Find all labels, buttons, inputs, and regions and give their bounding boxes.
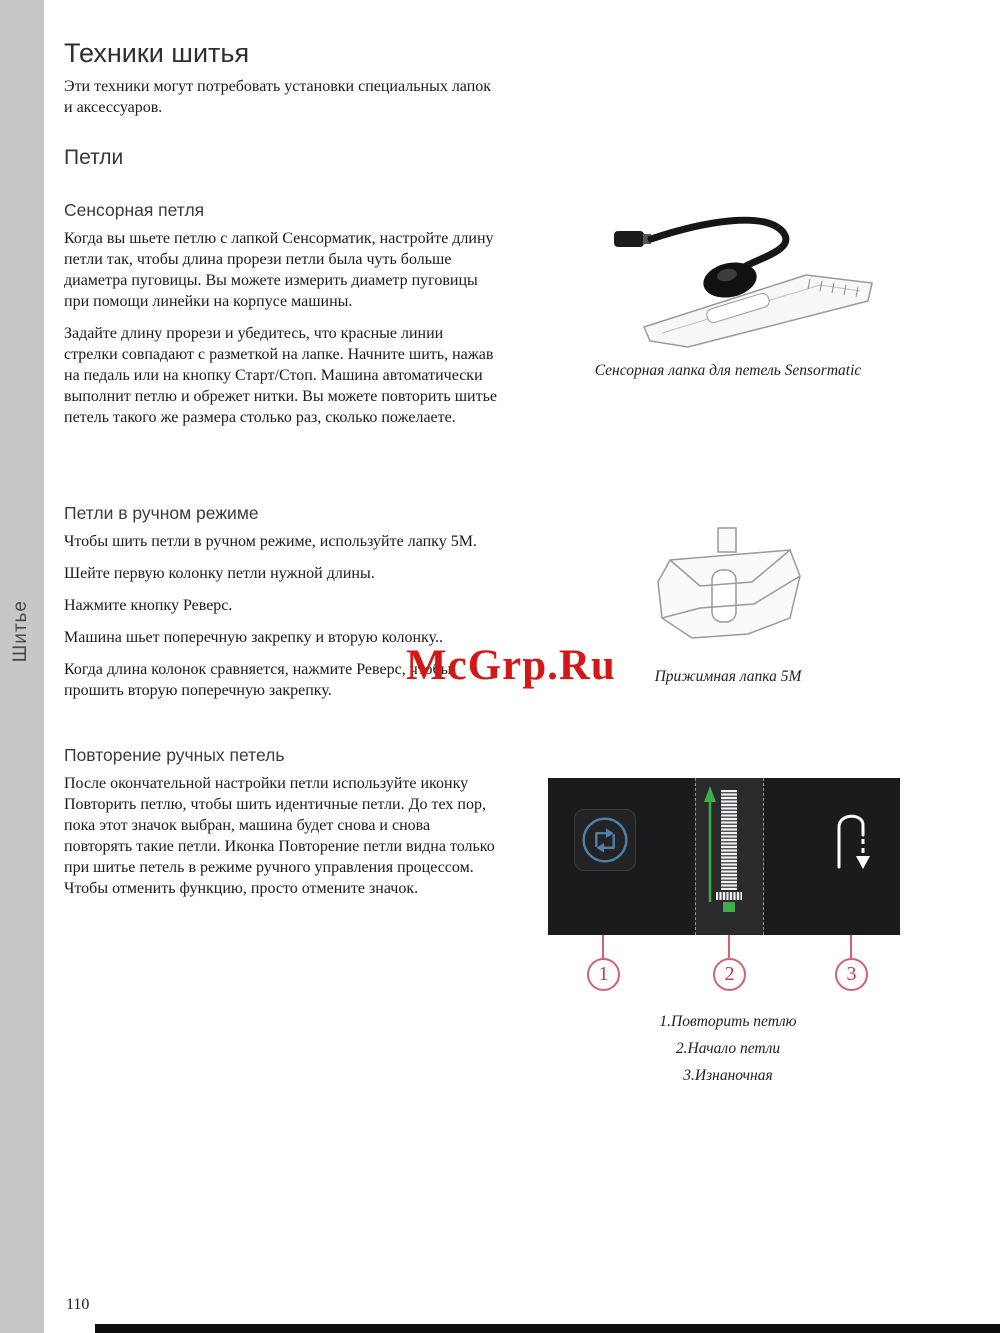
sensormatic-foot-caption: Сенсорная лапка для петель Sensormatic	[594, 362, 862, 379]
section-sensor	[64, 200, 500, 439]
section-manual-p3: Нажмите кнопку Реверс.	[64, 597, 233, 614]
page-title: Техники шитья	[64, 38, 250, 68]
callout-number-1: 1	[587, 958, 620, 991]
mcgrp-watermark: McGrp.Ru	[406, 642, 616, 689]
legend-item-1: 1.Повторить петлю	[659, 1013, 797, 1030]
callout-line-3	[850, 935, 852, 958]
foot-5m-illustration	[640, 522, 810, 654]
section-sensor-p2: Задайте длину прорези и убедитесь, что красные линии стрелки совпадают с разметкой на лапке. Начните шить, нажав на педаль или на кнопку Старт/Стоп. Машина автоматически выполнит петлю и обрежет нитки. Вы можете повторить шитье петель такого же размера столько раз, сколько пожелаете.	[64, 325, 497, 426]
repeat-buttonhole-button[interactable]	[574, 809, 636, 871]
sensormatic-foot-illustration	[610, 205, 890, 355]
section-repeat-p1: После окончательной настройки петли используйте иконку Повторить петлю, чтобы шить идентичные петли. До тех пор, пока этот значок выбран, машина будет снова и снова повторять такие петли. Иконка Повторение петли видна только при шитье петель в режиме ручного управления процессом. Чтобы отменить функцию, просто отмените значок.	[64, 775, 495, 897]
callout-line-2	[728, 935, 730, 958]
legend-item-2: 2.Начало петли	[675, 1040, 781, 1057]
foot-5m-drawing	[640, 522, 810, 652]
section-repeat-title: Повторение ручных петель	[64, 745, 285, 765]
bottom-bar	[95, 1324, 1000, 1333]
buttonhole-column-icon	[721, 790, 737, 890]
reverse-icon[interactable]	[827, 805, 875, 875]
callout-line-1	[602, 935, 604, 958]
callout-number-2: 2	[713, 958, 746, 991]
chapter-label: Шитье	[10, 600, 31, 663]
callout-number-3: 3	[835, 958, 868, 991]
section-buttonholes-title: Петли	[64, 146, 124, 169]
section-manual-p1: Чтобы шить петли в ручном режиме, используйте лапку 5М.	[64, 533, 477, 550]
chapter-sidebar	[0, 0, 44, 1333]
buttonhole-bartack-icon	[716, 892, 742, 900]
section-manual-p5: Когда длина колонок сравняется, нажмите Реверс, чтобы прошить вторую поперечную закрепку.	[64, 661, 452, 699]
buttonhole-start-marker-icon	[723, 902, 735, 912]
machine-screen-panel	[548, 778, 900, 935]
legend-item-3: 3.Изнаночная	[683, 1067, 773, 1084]
section-repeat	[64, 745, 500, 910]
foot-5m-caption: Прижимная лапка 5М	[654, 668, 802, 685]
section-manual-p4: Машина шьет поперечную закрепку и вторую колонку..	[64, 629, 443, 646]
sensormatic-foot-drawing	[610, 205, 890, 355]
page-intro: Эти техники могут потребовать установки специальных лапок и аксессуаров.	[64, 78, 492, 116]
callout-legend	[548, 1008, 908, 1089]
buttonhole-column-zone	[695, 778, 764, 935]
section-sensor-p1: Когда вы шьете петлю с лапкой Сенсорматик, настройте длину петли так, чтобы длина прорези петли была чуть больше диаметра пуговицы. Вы можете измерить диаметр пуговицы при помощи линейки на корпусе машины.	[64, 230, 494, 310]
section-buttonholes	[64, 146, 500, 170]
page-number: 110	[66, 1296, 90, 1313]
title-block	[64, 38, 500, 129]
section-sensor-title: Сенсорная петля	[64, 200, 205, 220]
repeat-buttonhole-icon	[575, 810, 635, 870]
section-manual-p2: Шейте первую колонку петли нужной длины.	[64, 565, 375, 582]
stitch-direction-arrow-icon	[700, 784, 720, 904]
section-manual-title: Петли в ручном режиме	[64, 503, 259, 523]
